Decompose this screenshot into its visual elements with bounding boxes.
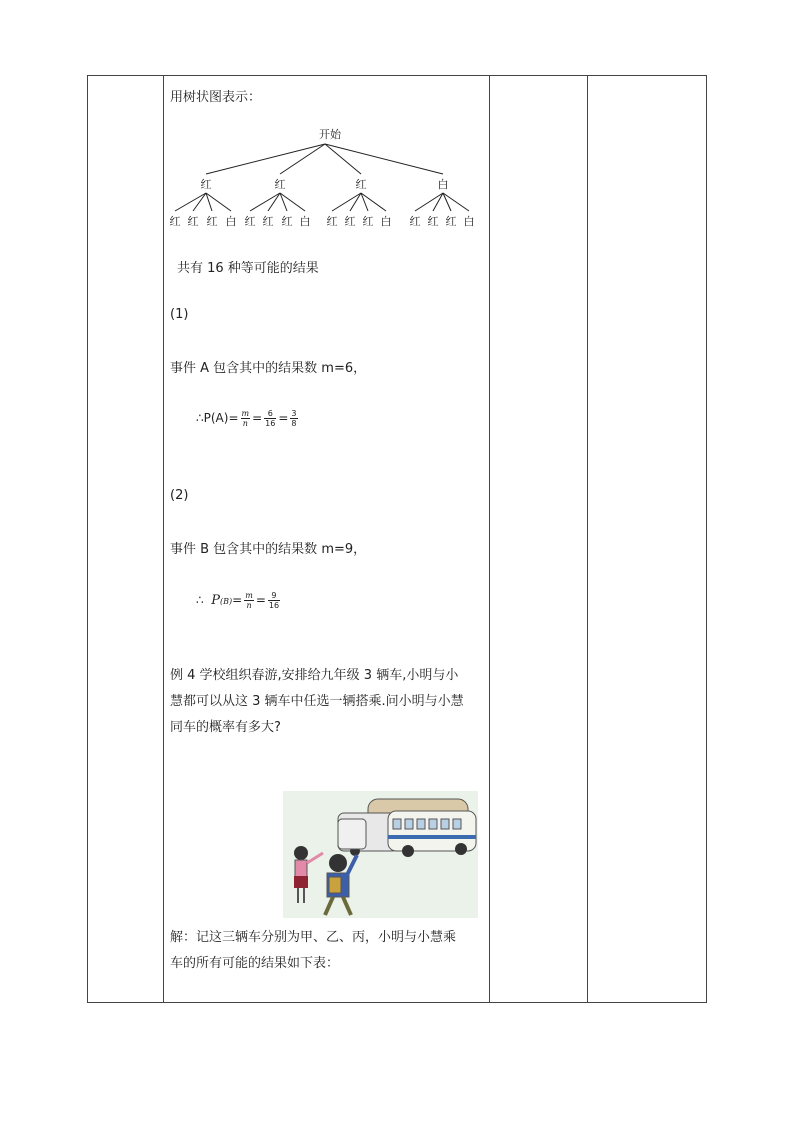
tree-leaf: 白: [299, 215, 311, 228]
tree-intro: 用树状图表示：: [170, 90, 262, 105]
formula-prefix: ∴P(A)=: [196, 411, 239, 425]
therefore-symbol: ∴: [196, 593, 204, 607]
part2-label: (2): [170, 488, 189, 503]
tree-leaf: 红: [244, 215, 256, 228]
tree-leaf: 红: [187, 215, 199, 228]
tree-leaf: 红: [445, 215, 457, 228]
fraction: $\frac{3}{8}$: [291, 409, 297, 428]
tree-leaf: 红: [362, 215, 374, 228]
part2-formula: ∴ P(B)= $\frac{m}{n}$ = $\frac{9}{16}$: [196, 591, 280, 610]
tree-edge: [250, 193, 280, 211]
tree-leaf: 红: [409, 215, 421, 228]
tree-diagram: [165, 122, 485, 234]
tree-root: 开始: [319, 128, 341, 141]
tree-edge: [193, 193, 206, 211]
part2-text: 事件 B 包含其中的结果数 m=9，: [170, 542, 367, 557]
tree-edge: [415, 193, 443, 211]
tree-leaf: 白: [380, 215, 392, 228]
tree-edge: [206, 193, 231, 211]
tree-leaf: 红: [427, 215, 439, 228]
tree-leaf: 红: [344, 215, 356, 228]
bus-illustration: [283, 791, 478, 918]
tree-leaf: 红: [169, 215, 181, 228]
column-divider-3: [587, 76, 588, 1002]
tree-node-l1: 红: [355, 178, 367, 191]
tree-leaf: 红: [262, 215, 274, 228]
tree-node-l1: 红: [200, 178, 212, 191]
tree-node-l1: 红: [274, 178, 286, 191]
fraction: $\frac{m}{n}$: [245, 591, 253, 610]
part1-label: (1): [170, 307, 189, 322]
fraction: $\frac{9}{16}$: [268, 591, 280, 610]
tree-edge: [206, 144, 325, 174]
tree-leaf: 白: [463, 215, 475, 228]
tree-edge: [175, 193, 206, 211]
tree-leaf: 红: [206, 215, 218, 228]
part1-formula: ∴P(A)= $\frac{m}{n}$ = $\frac{6}{16}$ = $\frac{3}{8}$: [196, 409, 297, 428]
solution-text: 解：记这三辆车分别为甲、乙、丙，小明与小慧乘 车的所有可能的结果如下表：: [170, 930, 457, 971]
part1-text: 事件 A 包含其中的结果数 m=6，: [170, 361, 367, 376]
tree-edge: [350, 193, 361, 211]
tree-edge: [268, 193, 280, 211]
column-divider-1: [163, 76, 164, 1002]
fraction: $\frac{m}{n}$: [241, 409, 250, 428]
tree-leaf: 红: [281, 215, 293, 228]
tree-leaf: 红: [326, 215, 338, 228]
tree-edge: [332, 193, 361, 211]
tree-leaf: 白: [225, 215, 237, 228]
tree-edge: [280, 144, 325, 174]
total-outcomes: 共有 16 种等可能的结果: [177, 261, 319, 276]
fraction: $\frac{6}{16}$: [265, 409, 276, 428]
tree-node-l1: 白: [437, 178, 449, 191]
example4-text: 例 4 学校组织春游,安排给九年级 3 辆车,小明与小 慧都可以从这 3 辆车中任选一辆搭乘.问小明与小慧 同车的概率有多大?: [170, 668, 464, 735]
column-divider-2: [489, 76, 490, 1002]
